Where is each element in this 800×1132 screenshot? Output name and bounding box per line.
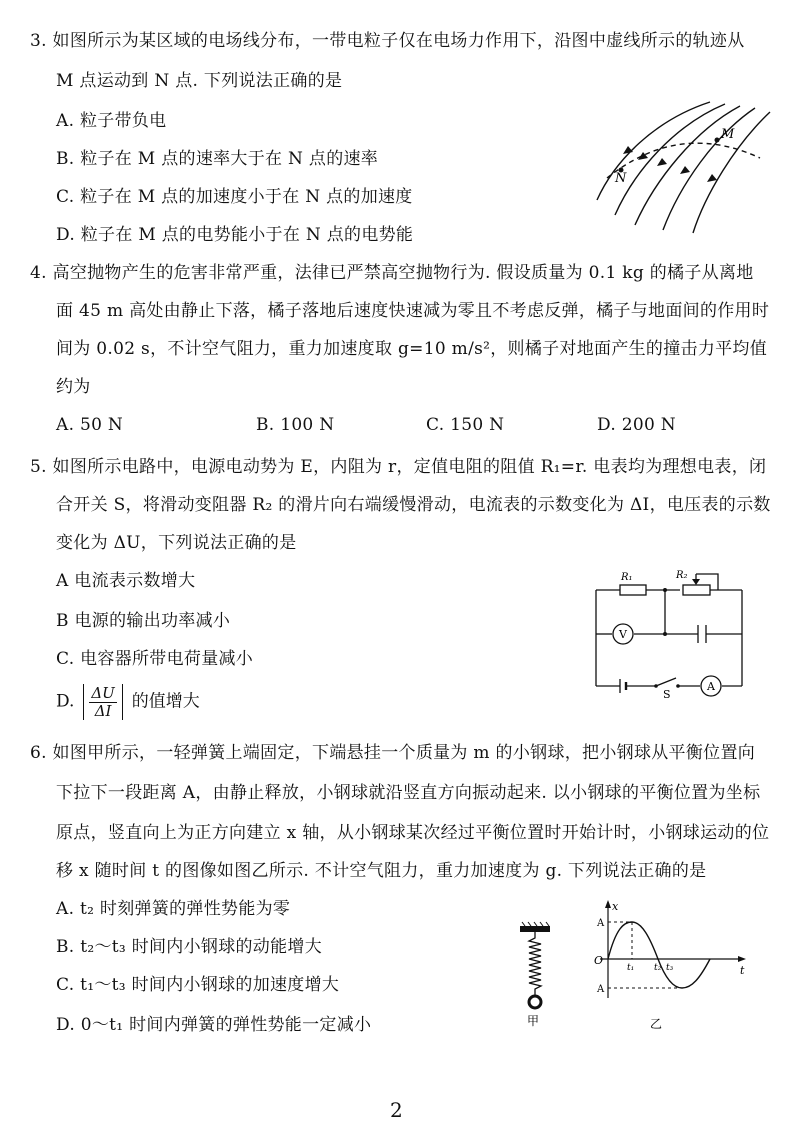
x-axis-letter: x	[612, 900, 619, 913]
q6-option-d: D. 0～t₁ 时间内弹簧的弹性势能一定减小	[56, 1015, 372, 1035]
q3-option-b: B. 粒子在 M 点的速率大于在 N 点的速率	[56, 149, 379, 169]
q4-stem-line-4: 约为	[56, 377, 91, 397]
q5-stem-line-2: 合开关 S，将滑动变阻器 R₂ 的滑片向右端缓慢滑动，电流表的示数变化为 ΔI，电压表的示数	[56, 495, 771, 515]
fraction-numerator: ΔU	[91, 683, 115, 702]
q4-option-b: B. 100 N	[256, 415, 335, 435]
q4-stem-line-3: 间为 0.02 s，不计空气阻力，重力加速度取 g=10 m/s²，则橘子对地面产生的撞击力平均值	[56, 339, 768, 359]
t-axis-letter: t	[740, 964, 745, 977]
q4-stem-line-1: 4. 高空抛物产生的危害非常严重，法律已严禁高空抛物行为. 假设质量为 0.1 kg 的橘子从离地	[30, 263, 754, 283]
q5-option-b: B 电源的输出功率减小	[56, 611, 231, 631]
q6-option-a: A. t₂ 时刻弹簧的弹性势能为零	[56, 899, 291, 919]
q3-field-line-figure	[585, 100, 775, 235]
q4-option-c: C. 150 N	[426, 415, 505, 435]
figure-yi-label: 乙	[650, 1017, 663, 1031]
q5-option-d-suffix: 的值增大	[131, 691, 200, 712]
q5-stem-line-1: 5. 如图所示电路中，电源电动势为 E，内阻为 r，定值电阻的阻值 R₁=r. 电表均为理想电表，闭	[30, 457, 767, 477]
q6-option-c: C. t₁～t₃ 时间内小钢球的加速度增大	[56, 975, 340, 995]
q4-option-d: D. 200 N	[597, 415, 676, 435]
q3-option-c: C. 粒子在 M 点的加速度小于在 N 点的加速度	[56, 187, 413, 207]
q3-stem-line-1: 3. 如图所示为某区域的电场线分布，一带电粒子仅在电场力作用下，沿图中虚线所示的轨迹从	[30, 31, 745, 51]
voltmeter-label: V	[619, 628, 627, 641]
amplitude-negative-label: A	[597, 984, 605, 995]
q5-option-d	[56, 684, 200, 720]
q5-stem-line-3: 变化为 ΔU，下列说法正确的是	[56, 533, 297, 553]
ammeter-label: A	[707, 680, 715, 693]
q4-option-a: A. 50 N	[56, 415, 124, 435]
q4-stem-line-2: 面 45 m 高处由静止下落，橘子落地后速度快速减为零且不考虑反弹，橘子与地面间的作用时	[56, 301, 770, 321]
abs-bar-left	[83, 684, 85, 720]
delta-fraction	[89, 685, 116, 720]
fraction-denominator: ΔI	[94, 701, 112, 720]
q6-stem-line-2: 下拉下一段距离 A，由静止释放，小钢球就沿竖直方向振动起来. 以小钢球的平衡位置为坐标	[56, 783, 761, 803]
q5-circuit-figure	[590, 568, 750, 698]
origin-label: O	[594, 954, 604, 967]
q6-xt-graph	[580, 898, 750, 1033]
q6-stem-line-3: 原点，竖直向上为正方向建立 x 轴，从小钢球某次经过平衡位置时开始计时，小钢球运动的位	[56, 823, 770, 843]
q3-option-d: D. 粒子在 M 点的电势能小于在 N 点的电势能	[56, 225, 414, 245]
q3-label-m: M	[721, 127, 735, 142]
t3-label: t₃	[666, 963, 674, 973]
q5-label-r2: R₂	[676, 570, 688, 581]
q3-option-a: A. 粒子带负电	[56, 111, 167, 131]
q3-label-n: N	[615, 171, 627, 186]
abs-bar-right	[122, 684, 124, 720]
t1-label: t₁	[627, 963, 635, 973]
t2-label: t₂	[654, 963, 662, 973]
q5-option-d-prefix: D.	[56, 691, 75, 712]
q3-stem-line-2: M 点运动到 N 点. 下列说法正确的是	[56, 71, 343, 91]
q6-stem-line-1: 6. 如图甲所示，一轻弹簧上端固定，下端悬挂一个质量为 m 的小钢球，把小钢球从平衡位置向	[30, 743, 756, 763]
switch-label: S	[663, 688, 671, 698]
q5-label-r1: R₁	[621, 572, 633, 583]
page-number: 2	[390, 1098, 403, 1122]
q6-stem-line-4: 移 x 随时间 t 的图像如图乙所示. 不计空气阻力，重力加速度为 g. 下列说法正确的是	[56, 861, 707, 881]
q5-option-a: A 电流表示数增大	[56, 571, 196, 591]
figure-jia-label: 甲	[527, 1014, 540, 1028]
q6-option-b: B. t₂～t₃ 时间内小钢球的动能增大	[56, 937, 322, 957]
q6-spring-figure	[515, 920, 555, 1030]
amplitude-positive-label: A	[597, 918, 605, 929]
q5-option-c: C. 电容器所带电荷量减小	[56, 649, 254, 669]
